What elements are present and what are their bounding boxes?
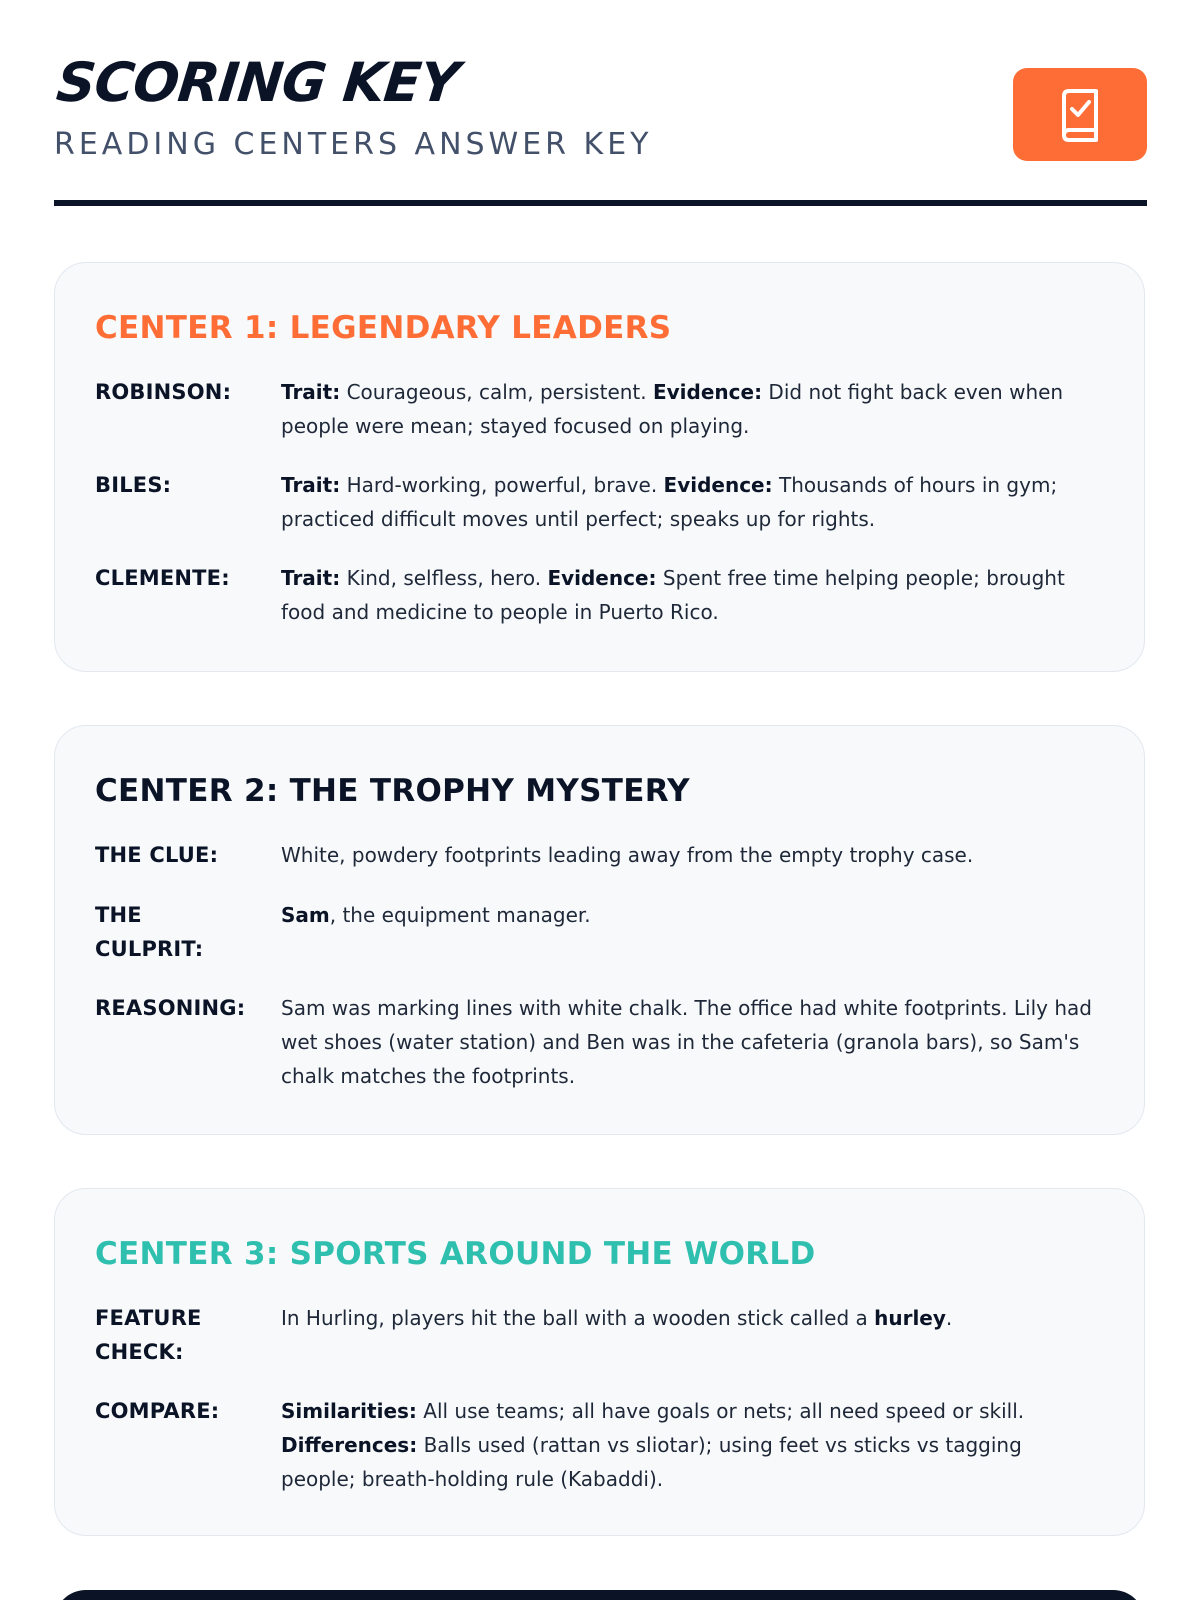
compare-answer [281, 1394, 1101, 1496]
reasoning-answer: Sam was marking lines with white chalk. The office had white footprints. Lily had wet shoes (water station) and Ben was in the cafeteria (granola bars), so Sam's chalk matches the footprints. [281, 996, 1092, 1088]
row-label: FEATURE CHECK: [95, 1306, 202, 1364]
row-label: BILES: [95, 473, 172, 497]
center-3-card [54, 1188, 1145, 1536]
row-answer [281, 561, 1101, 629]
center-1-card [54, 262, 1145, 672]
answer-key-badge [1013, 68, 1147, 161]
row-label: COMPARE: [95, 1399, 220, 1423]
row-label: THE CULPRIT: [95, 903, 204, 961]
similarities-line [281, 1394, 1101, 1428]
book-check-icon [1058, 88, 1102, 142]
trait-label: Trait: [281, 380, 341, 404]
evidence-label: Evidence: [547, 566, 657, 590]
differences-text: Balls used (rattan vs sliotar); using feet vs sticks vs tagging people; breath-holding rule (Kabaddi). [281, 1433, 1022, 1491]
feature-term: hurley [874, 1306, 946, 1330]
culprit-name: Sam [281, 903, 330, 927]
culprit-answer [281, 898, 1101, 932]
differences-label: Differences: [281, 1433, 418, 1457]
row-label: REASONING: [95, 996, 246, 1020]
page-title: SCORING KEY [53, 51, 462, 114]
feature-end: . [945, 1306, 953, 1330]
evidence-text: Did not fight back even when people were mean; stayed focused on playing. [281, 380, 1064, 438]
trait-label: Trait: [281, 473, 341, 497]
row-answer [281, 375, 1101, 443]
row-label: THE CLUE: [95, 843, 219, 867]
trait-text: Kind, selfless, hero. [340, 566, 548, 590]
evidence-text: Thousands of hours in gym; practiced difficult moves until perfect; speaks up for rights. [281, 473, 1058, 531]
trait-text: Courageous, calm, persistent. [340, 380, 653, 404]
feature-check-answer [281, 1301, 1101, 1335]
culprit-description: , the equipment manager. [329, 903, 591, 927]
evidence-text: Spent free time helping people; brought food and medicine to people in Puerto Rico. [281, 566, 1065, 624]
row-label: ROBINSON: [95, 380, 232, 404]
trait-text: Hard-working, powerful, brave. [340, 473, 664, 497]
row-answer [281, 468, 1101, 536]
center-1-title: CENTER 1: LEGENDARY LEADERS [95, 310, 672, 346]
similarities-text: All use teams; all have goals or nets; all need speed or skill. [416, 1399, 1025, 1423]
center-2-card [54, 725, 1145, 1135]
clue-answer: White, powdery footprints leading away from the empty trophy case. [281, 843, 974, 867]
differences-line [281, 1428, 1101, 1496]
header-divider [54, 200, 1147, 206]
row-label: CLEMENTE: [95, 566, 230, 590]
similarities-label: Similarities: [281, 1399, 417, 1423]
center-3-title: CENTER 3: SPORTS AROUND THE WORLD [95, 1236, 816, 1272]
evidence-label: Evidence: [663, 473, 773, 497]
trait-label: Trait: [281, 566, 341, 590]
center-2-title: CENTER 2: THE TROPHY MYSTERY [95, 773, 690, 809]
next-card-edge [54, 1590, 1145, 1600]
evidence-label: Evidence: [652, 380, 763, 404]
feature-text: In Hurling, players hit the ball with a wooden stick called a [281, 1306, 875, 1330]
page-header [54, 48, 1147, 208]
page-subtitle: READING CENTERS ANSWER KEY [54, 127, 653, 162]
